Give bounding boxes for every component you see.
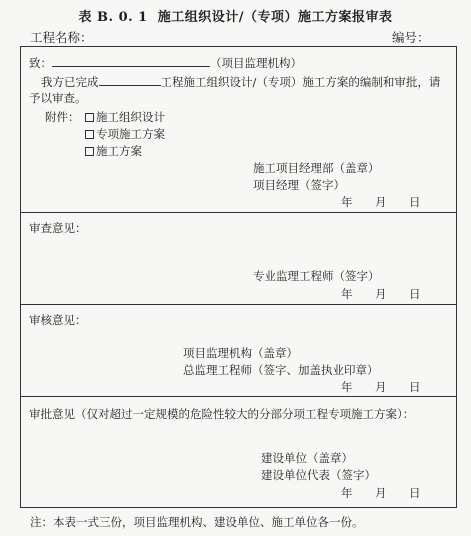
- project-name-label: 工程名称：: [30, 30, 93, 45]
- attachment-label: 附件：: [45, 110, 80, 124]
- signature-label: 项目监理机构（盖章）: [183, 346, 298, 360]
- checkbox[interactable]: [85, 130, 94, 139]
- option-row[interactable]: [85, 127, 165, 141]
- audit-section: [21, 305, 456, 397]
- checkbox[interactable]: [85, 113, 94, 122]
- signature-label: 施工项目经理部（盖章）: [253, 161, 380, 175]
- checkbox[interactable]: [85, 147, 94, 156]
- date-month: 月: [375, 195, 387, 209]
- approval-section: [21, 397, 456, 509]
- body-suffix: 工程施工组织设计/（专项）施工方案的编制和审批，请: [160, 75, 441, 89]
- number-label: 编号：: [392, 30, 430, 45]
- date-day: 日: [409, 380, 421, 394]
- section-label: 审批意见（仅对超过一定规模的危险性较大的分部分项工程专项施工方案）：: [29, 407, 415, 421]
- review-section: [21, 213, 456, 305]
- body-prefix: 我方已完成: [41, 75, 99, 89]
- signature-label: 项目经理（签字）: [253, 178, 345, 192]
- signature-label: 建设单位（盖章）: [261, 451, 353, 465]
- form-title-text: 施工组织设计/（专项）施工方案报审表: [157, 10, 393, 25]
- date-month: 月: [375, 287, 387, 301]
- option-row[interactable]: [85, 110, 165, 124]
- date-day: 日: [409, 195, 421, 209]
- date-row: [341, 380, 443, 394]
- date-year: 年: [341, 195, 353, 209]
- section-label: 审核意见：: [29, 313, 87, 327]
- date-year: 年: [341, 486, 353, 500]
- to-prefix: 致：: [29, 56, 52, 70]
- option-label: 施工方案: [96, 144, 142, 158]
- to-suffix: （项目监理机构）: [210, 56, 302, 70]
- option-label: 施工组织设计: [96, 110, 165, 124]
- date-year: 年: [341, 287, 353, 301]
- form-title: [0, 6, 471, 25]
- date-row: [341, 486, 443, 500]
- project-blank[interactable]: [99, 74, 161, 86]
- footnote: 注：本表一式三份，项目监理机构、建设单位、施工单位各一份。: [30, 515, 364, 529]
- signature-label: 建设单位代表（签字）: [261, 468, 376, 482]
- submission-section: [21, 47, 456, 213]
- date-month: 月: [375, 380, 387, 394]
- form-code: 表 B. 0. 1: [78, 10, 148, 25]
- signature-label: 总监理工程师（签字、加盖执业印章）: [183, 363, 379, 377]
- date-day: 日: [409, 486, 421, 500]
- date-row: [341, 287, 443, 301]
- date-month: 月: [375, 486, 387, 500]
- date-day: 日: [409, 287, 421, 301]
- supervisor-org-blank[interactable]: [52, 55, 210, 67]
- body-line2: 予以审查。: [29, 91, 87, 105]
- approval-form: [20, 46, 457, 508]
- date-row: [341, 195, 443, 209]
- option-label: 专项施工方案: [96, 127, 165, 141]
- section-label: 审查意见：: [29, 221, 87, 235]
- date-year: 年: [341, 380, 353, 394]
- signature-label: 专业监理工程师（签字）: [253, 269, 380, 283]
- option-row[interactable]: [85, 144, 142, 158]
